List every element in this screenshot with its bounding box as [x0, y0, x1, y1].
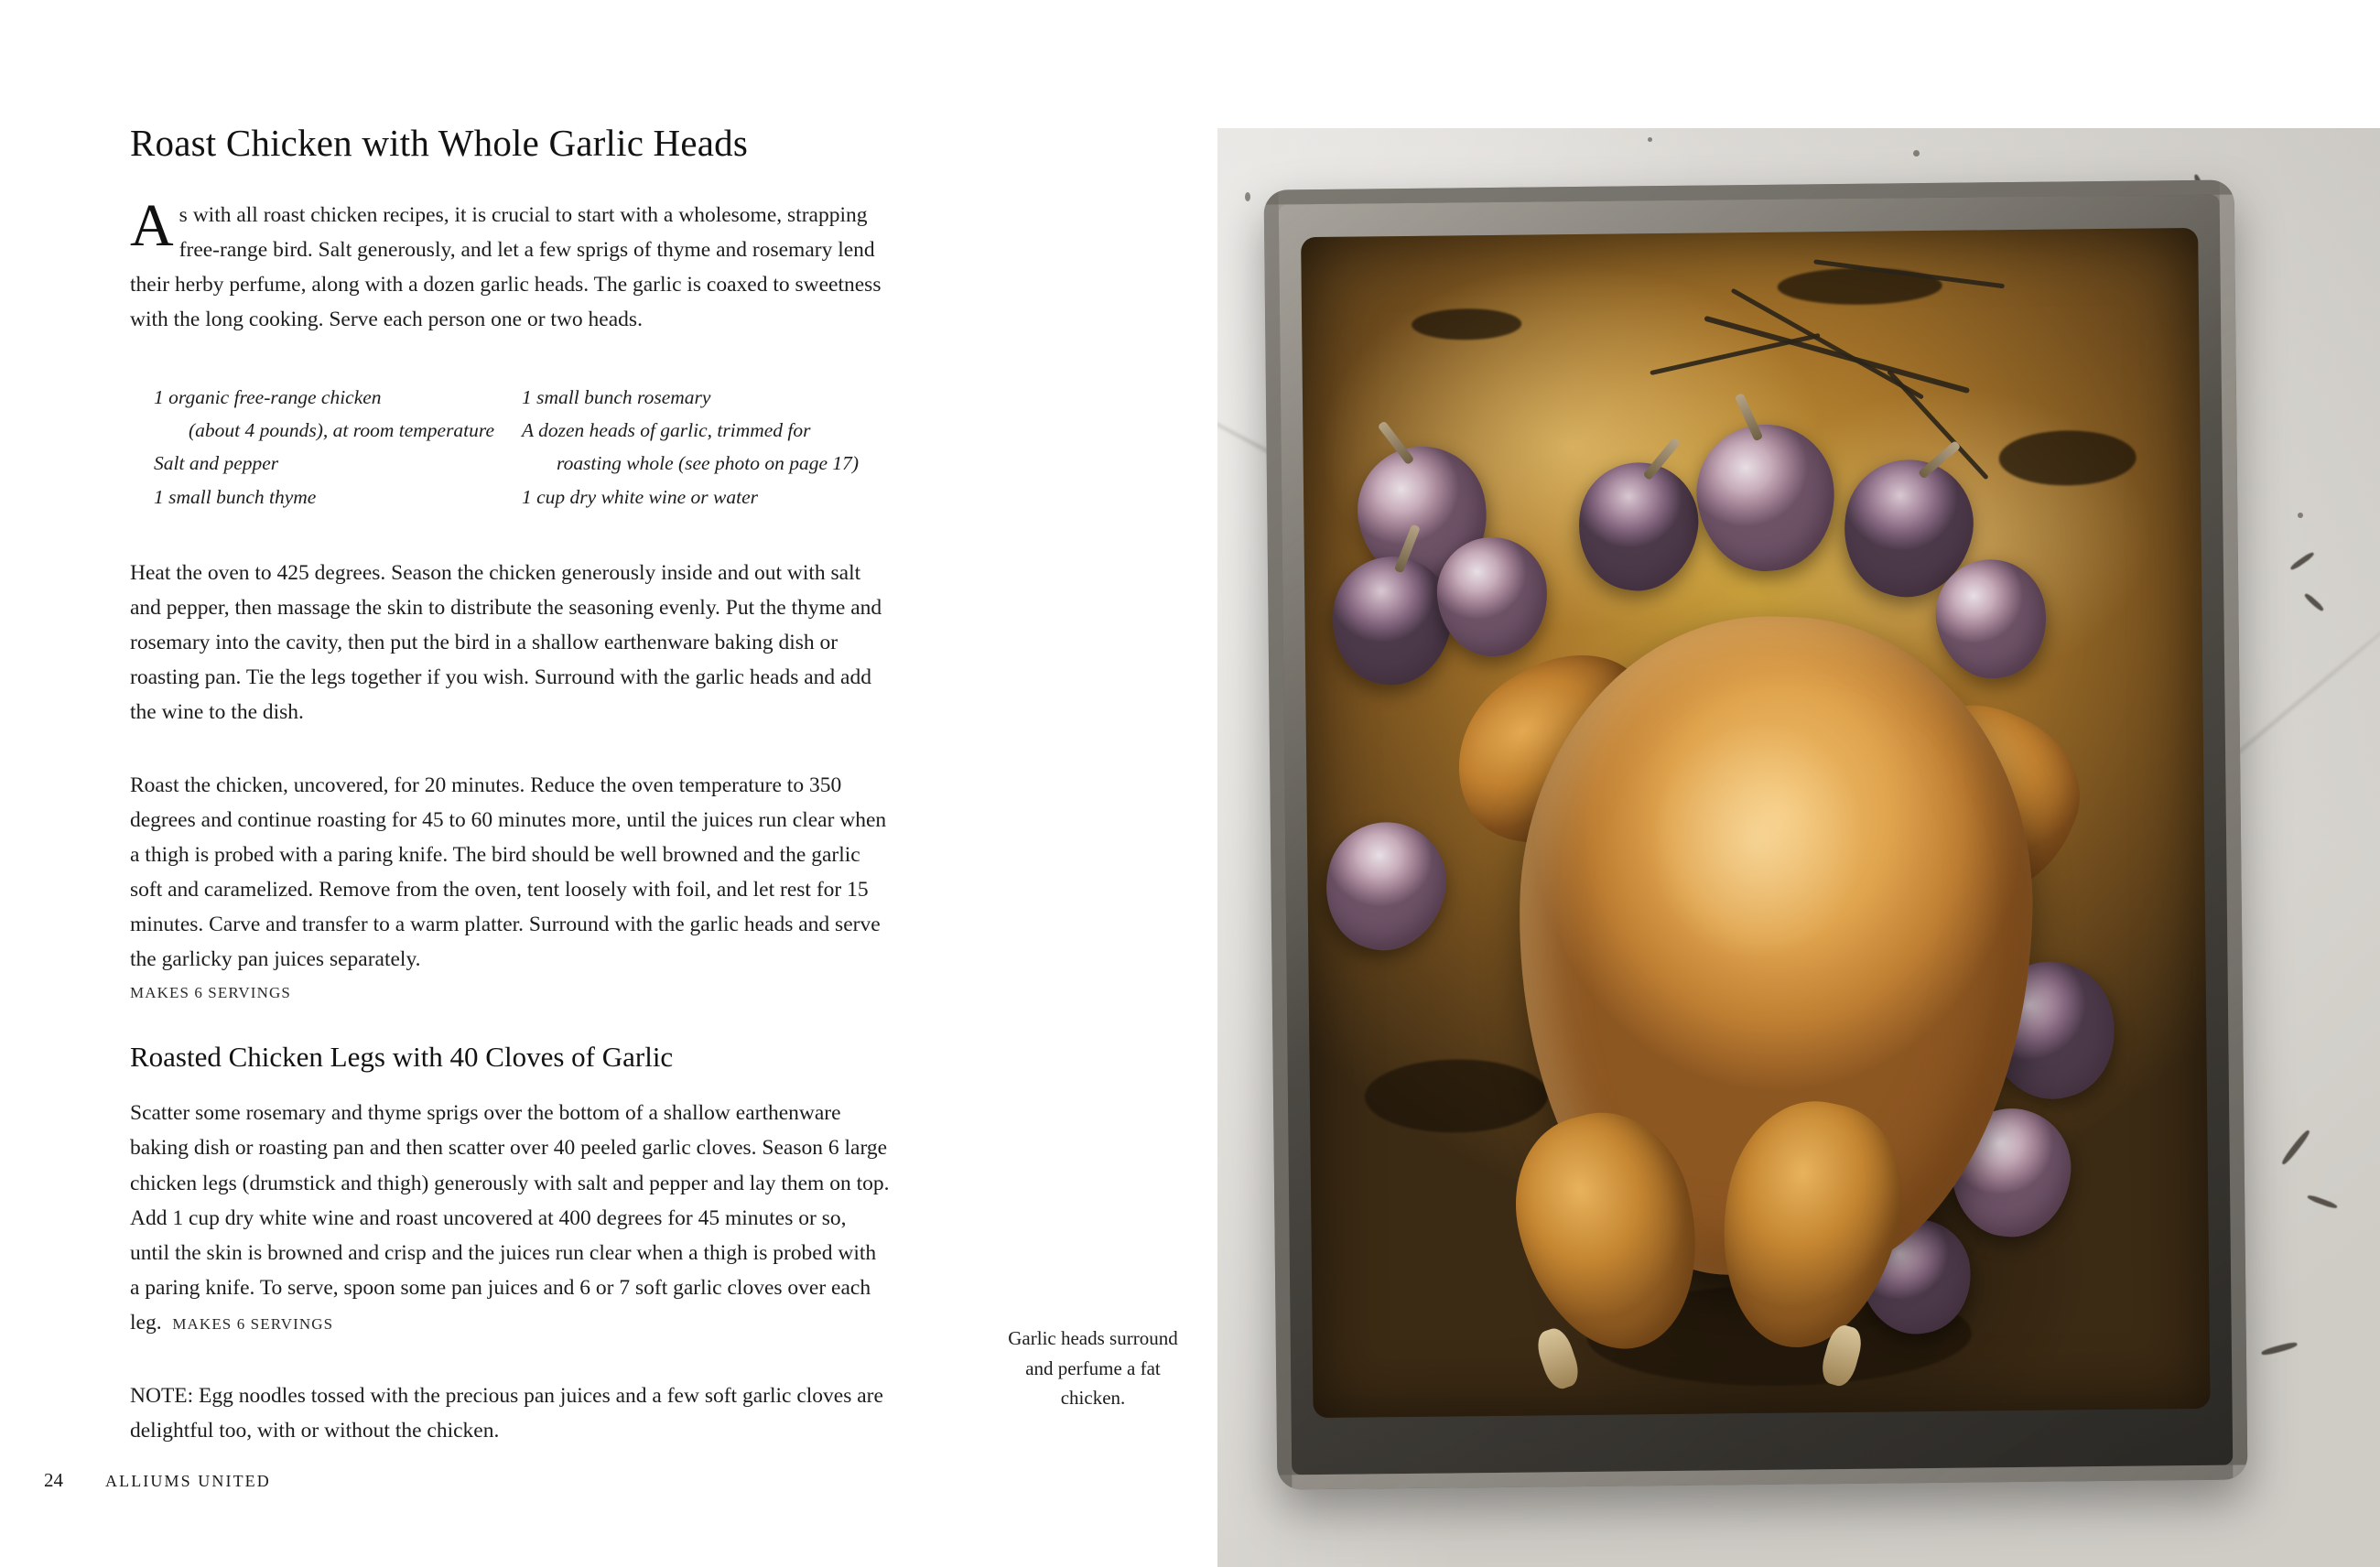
method-paragraph-2: Roast the chicken, uncovered, for 20 minutes. Reduce the oven temperature to 350 degrees and continue roasting for 45 to 60 minutes more, until the juices run clear when a thigh is probed with a paring knife. The bird should be well browned and the garlic soft and caramelized. Remove from the oven, tent loosely with foil, and let rest for 15 minutes. Carve and transfer to a warm platter. Surround with the garlic heads and serve the garlicky pan juices separately.: [130, 773, 887, 972]
photo-caption: Garlic heads surround and perfume a fat chicken.: [1008, 1327, 1178, 1410]
ingredient-item: Salt and pepper: [154, 452, 279, 475]
marble-speck: [1913, 150, 1920, 157]
page-title: Roast Chicken with Whole Garlic Heads: [130, 122, 749, 164]
ingredient-item: 1 cup dry white wine or water: [522, 485, 758, 508]
ingredients-list: [154, 381, 890, 513]
ingredient-item: A dozen heads of garlic, trimmed for: [522, 419, 811, 442]
ingredient-item: 1 organic free-range chicken: [154, 386, 382, 409]
subrecipe-title: Roasted Chicken Legs with 40 Cloves of Garlic: [130, 1041, 674, 1074]
marble-speck: [1245, 192, 1250, 201]
ingredient-item: (about 4 pounds), at room temperature: [189, 419, 495, 442]
ingredient-item: 1 small bunch rosemary: [522, 386, 711, 409]
marble-speck: [2298, 513, 2303, 518]
running-head: ALLIUMS UNITED: [105, 1472, 271, 1490]
recipe-note: NOTE: Egg noodles tossed with the precious pan juices and a few soft garlic cloves are delightful too, with or without the chicken.: [130, 1383, 883, 1443]
roasting-pan: [1264, 179, 2248, 1489]
recipe-intro: [130, 192, 890, 337]
recipe-text-column: [130, 121, 890, 1448]
right-page: [1201, 0, 2380, 1567]
ingredient-item: roasting whole (see photo on page 17): [557, 452, 860, 475]
recipe-photo: [1217, 128, 2380, 1567]
ingredient-item: 1 small bunch thyme: [154, 485, 317, 508]
yield-label: MAKES 6 SERVINGS: [130, 984, 291, 1002]
folio: [44, 1469, 271, 1492]
marble-speck: [1648, 137, 1652, 142]
method-paragraph-1: Heat the oven to 425 degrees. Season the chicken generously inside and out with salt and pepper, then massage the skin to distribute the seasoning evenly. Put the thyme and rosemary into the cavity, then put the bird in a shallow earthenware baking dish or roasting pan. Tie the legs together if you wish. Surround with the garlic heads and add the wine to the dish.: [130, 560, 882, 724]
page-number: 24: [44, 1469, 63, 1491]
ingredients-column-1: [154, 381, 522, 513]
pan-interior: [1301, 228, 2210, 1418]
recipe-intro-text: s with all roast chicken recipes, it is crucial to start with a wholesome, strapping free-range bird. Salt generously, and let a few sprigs of thyme and rosemary lend their herby perfume, along with a dozen garlic heads. The garlic is coaxed to sweetness with the long cooking. Serve each person one or two heads.: [130, 203, 882, 332]
subrecipe-body: [130, 1096, 890, 1339]
subrecipe-body-text: Scatter some rosemary and thyme sprigs over the bottom of a shallow earthenware baking dish or roasting pan and then scatter over 40 peeled garlic cloves. Season 6 large chicken legs (drumstick and thigh) generously with salt and pepper and lay them on top. Add 1 cup dry white wine and roast uncovered at 400 degrees for 45 minutes or so, until the skin is browned and crisp and the juices run clear when a thigh is probed with a paring knife. To serve, spoon some pan juices and 6 or 7 soft garlic cloves over each leg.: [130, 1101, 890, 1335]
ingredients-column-2: [522, 381, 890, 513]
subrecipe-yield-label: MAKES 6 SERVINGS: [172, 1314, 334, 1333]
drop-cap: A: [130, 192, 174, 259]
